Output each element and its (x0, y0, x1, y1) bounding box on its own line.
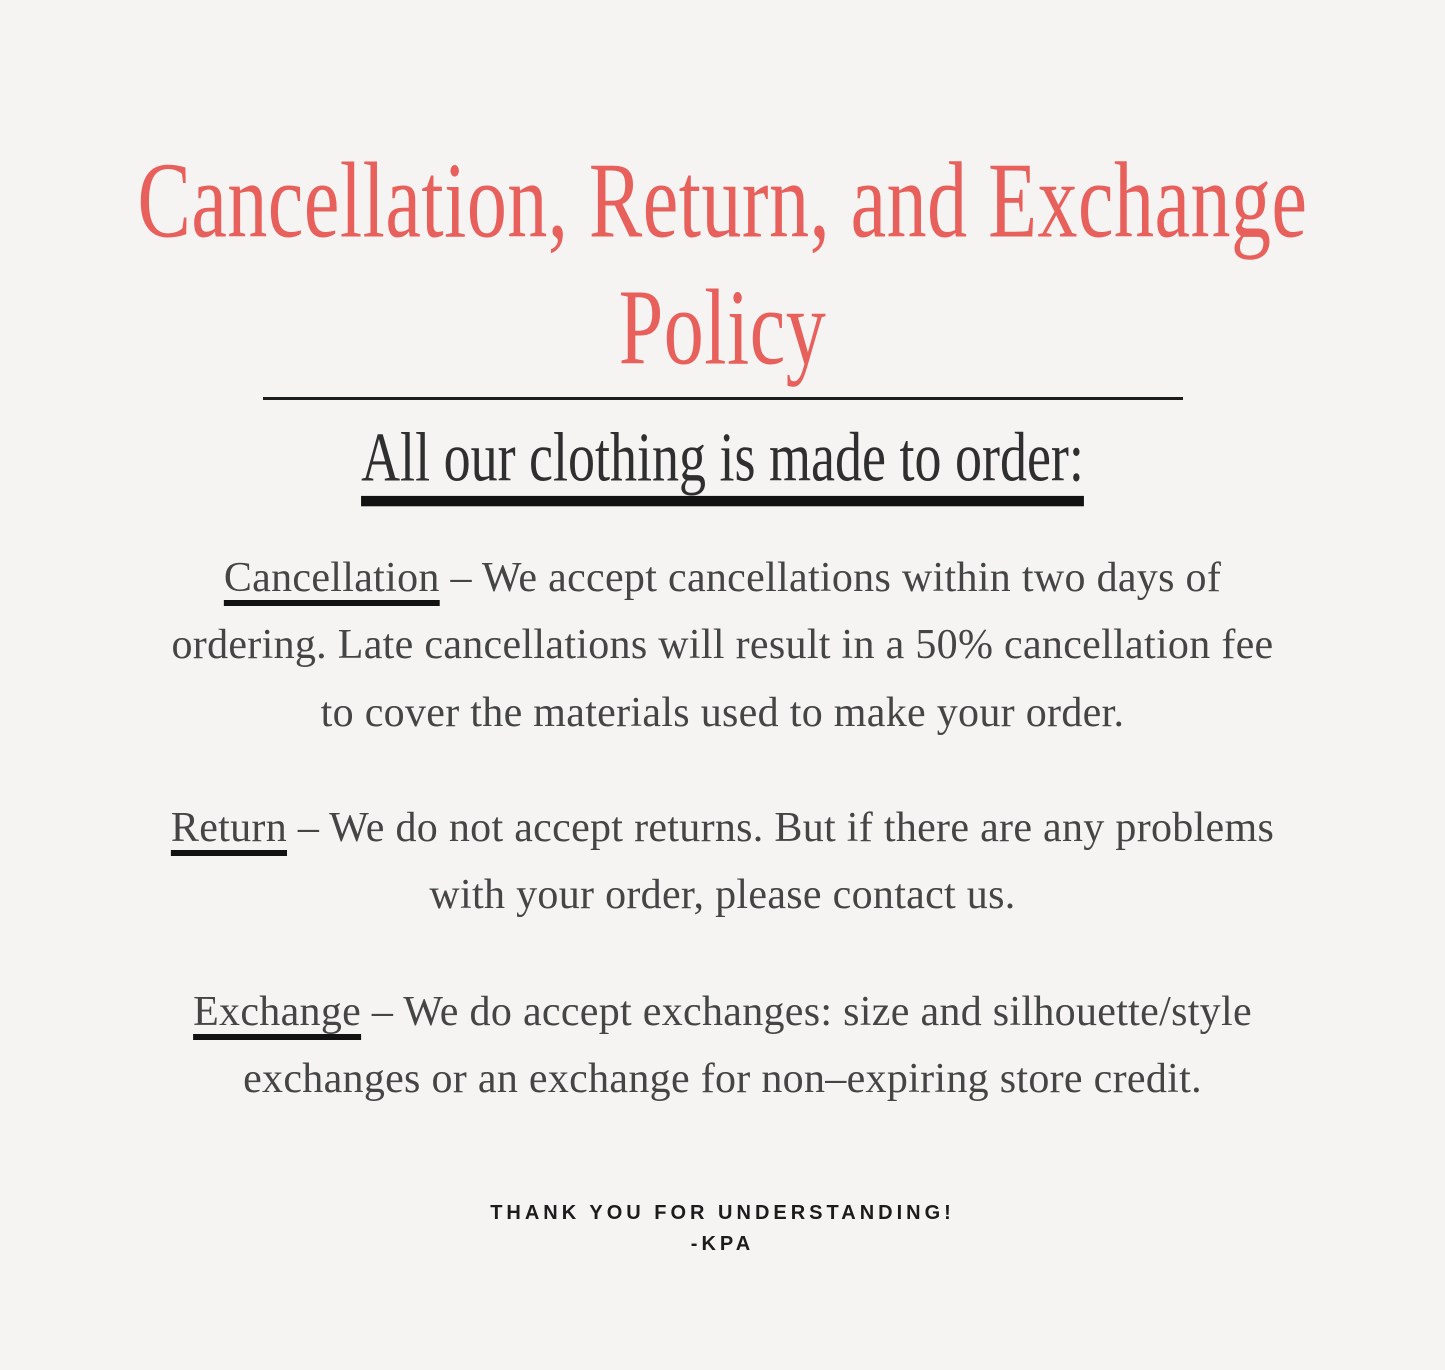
return-term: Return (170, 804, 288, 851)
cancellation-line-1-rest: – We accept cancellations within two days of (439, 555, 1222, 602)
section-return (43, 795, 1403, 929)
cancellation-line-3: to cover the materials used to make your order. (320, 689, 1125, 736)
exchange-line-2: exchanges or an exchange for non–expiring store credit. (243, 1056, 1202, 1103)
page-title-line-2: Policy (618, 269, 827, 389)
footer (0, 1198, 1445, 1260)
return-line-1-rest: – We do not accept returns. But if there are any problems (287, 804, 1275, 851)
cancellation-line-1 (43, 545, 1403, 612)
return-line-2: with your order, please contact us. (429, 872, 1016, 919)
subtitle-text: All our clothing is made to order: (361, 417, 1084, 496)
exchange-line-1-rest: – We do accept exchanges: size and silhouette/style (361, 989, 1252, 1036)
title-divider (263, 397, 1183, 400)
exchange-line-1 (43, 979, 1403, 1046)
page-title (0, 138, 1445, 393)
footer-thank-you: THANK YOU FOR UNDERSTANDING! (490, 1201, 955, 1224)
cancellation-line-2: ordering. Late cancellations will result in a 50% cancellation fee (171, 622, 1274, 669)
section-cancellation (43, 545, 1403, 747)
return-line-1 (43, 795, 1403, 862)
section-exchange (43, 979, 1403, 1113)
exchange-term: Exchange (193, 989, 362, 1036)
footer-signature: -KPA (690, 1232, 755, 1255)
cancellation-term: Cancellation (223, 555, 440, 602)
subtitle-heading (0, 414, 1445, 502)
page-title-line-1: Cancellation, Return, and Exchange (137, 142, 1308, 261)
